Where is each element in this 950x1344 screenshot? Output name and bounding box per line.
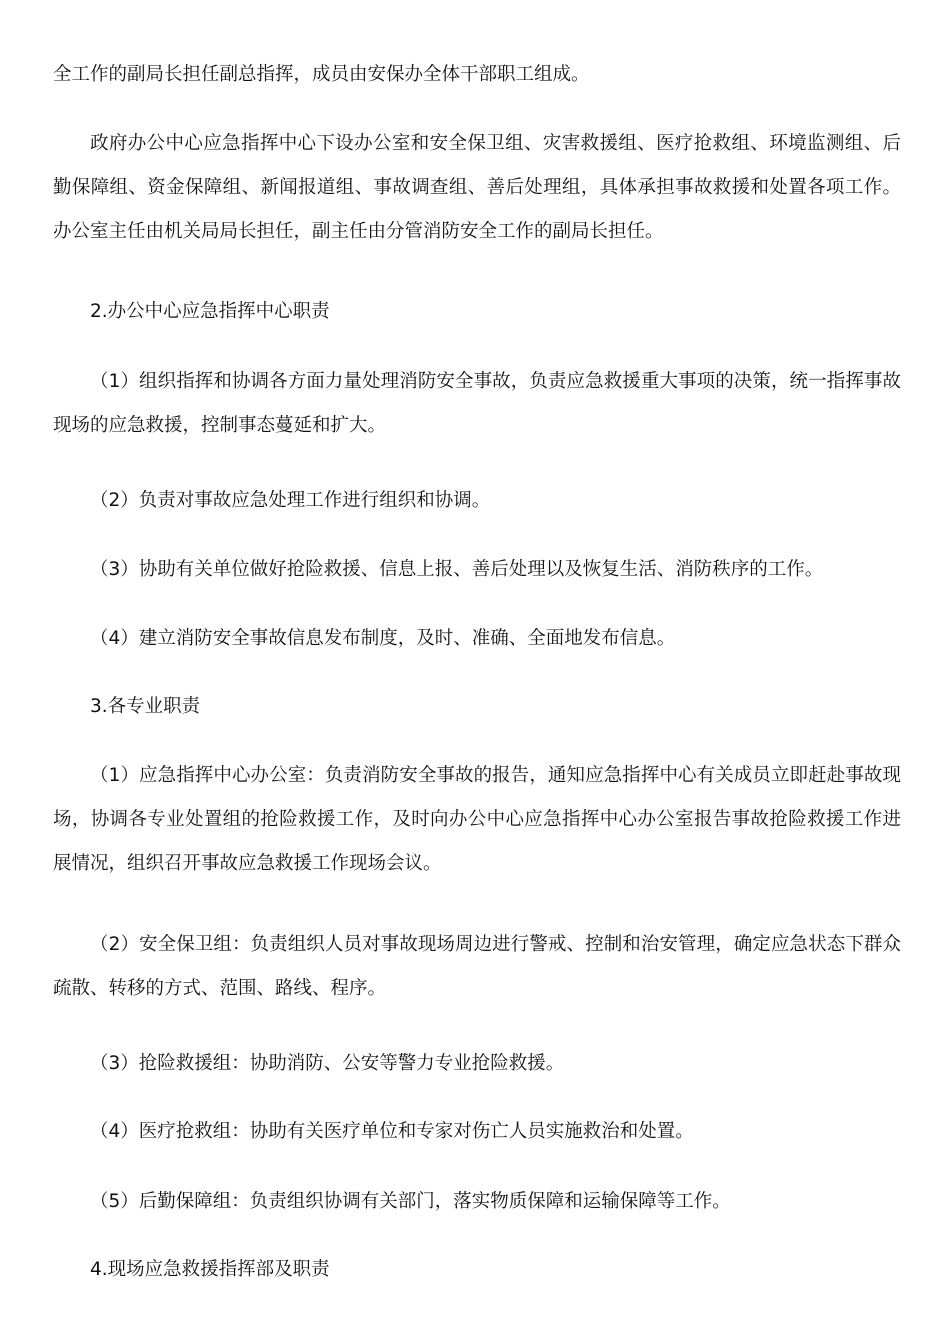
section-heading-3: 3.各专业职责 [90, 696, 201, 717]
paragraph-3-2: （2）安全保卫组：负责组织人员对事故现场周边进行警戒、控制和治安管理，确定应急状态下群众疏散、转移的方式、范围、路线、程序。 [53, 934, 901, 999]
paragraph-office-setup: 政府办公中心应急指挥中心下设办公室和安全保卫组、灾害救援组、医疗抢救组、环境监测组、后勤保障组、资金保障组、新闻报道组、事故调查组、善后处理组，具体承担事故救援和处置各项工作。办公室主任由机关局局长担任，副主任由分管消防安全工作的副局长担任。 [53, 133, 901, 242]
paragraph-2-2: （2）负责对事故应急处理工作进行组织和协调。 [90, 490, 491, 511]
paragraph-3-1: （1）应急指挥中心办公室：负责消防安全事故的报告，通知应急指挥中心有关成员立即赶赴事故现场，协调各专业处置组的抢险救援工作，及时向办公中心应急指挥中心办公室报告事故抢险救援工作进展情况，组织召开事故应急救援工作现场会议。 [53, 765, 901, 874]
paragraph-3-5: （5）后勤保障组：负责组织协调有关部门，落实物质保障和运输保障等工作。 [90, 1191, 731, 1212]
paragraph-2-1: （1）组织指挥和协调各方面力量处理消防安全事故，负责应急救援重大事项的决策，统一指挥事故现场的应急救援，控制事态蔓延和扩大。 [53, 371, 901, 436]
paragraph-2-4: （4）建立消防安全事故信息发布制度，及时、准确、全面地发布信息。 [90, 628, 676, 649]
section-heading-2: 2.办公中心应急指挥中心职责 [90, 301, 330, 322]
paragraph-3-4: （4）医疗抢救组：协助有关医疗单位和专家对伤亡人员实施救治和处置。 [90, 1121, 694, 1142]
section-heading-4: 4.现场应急救援指挥部及职责 [90, 1259, 330, 1280]
paragraph-continuation: 全工作的副局长担任副总指挥，成员由安保办全体干部职工组成。 [53, 64, 590, 85]
paragraph-3-3: （3）抢险救援组：协助消防、公安等警力专业抢险救援。 [90, 1053, 565, 1074]
paragraph-2-3: （3）协助有关单位做好抢险救援、信息上报、善后处理以及恢复生活、消防秩序的工作。 [90, 559, 824, 580]
